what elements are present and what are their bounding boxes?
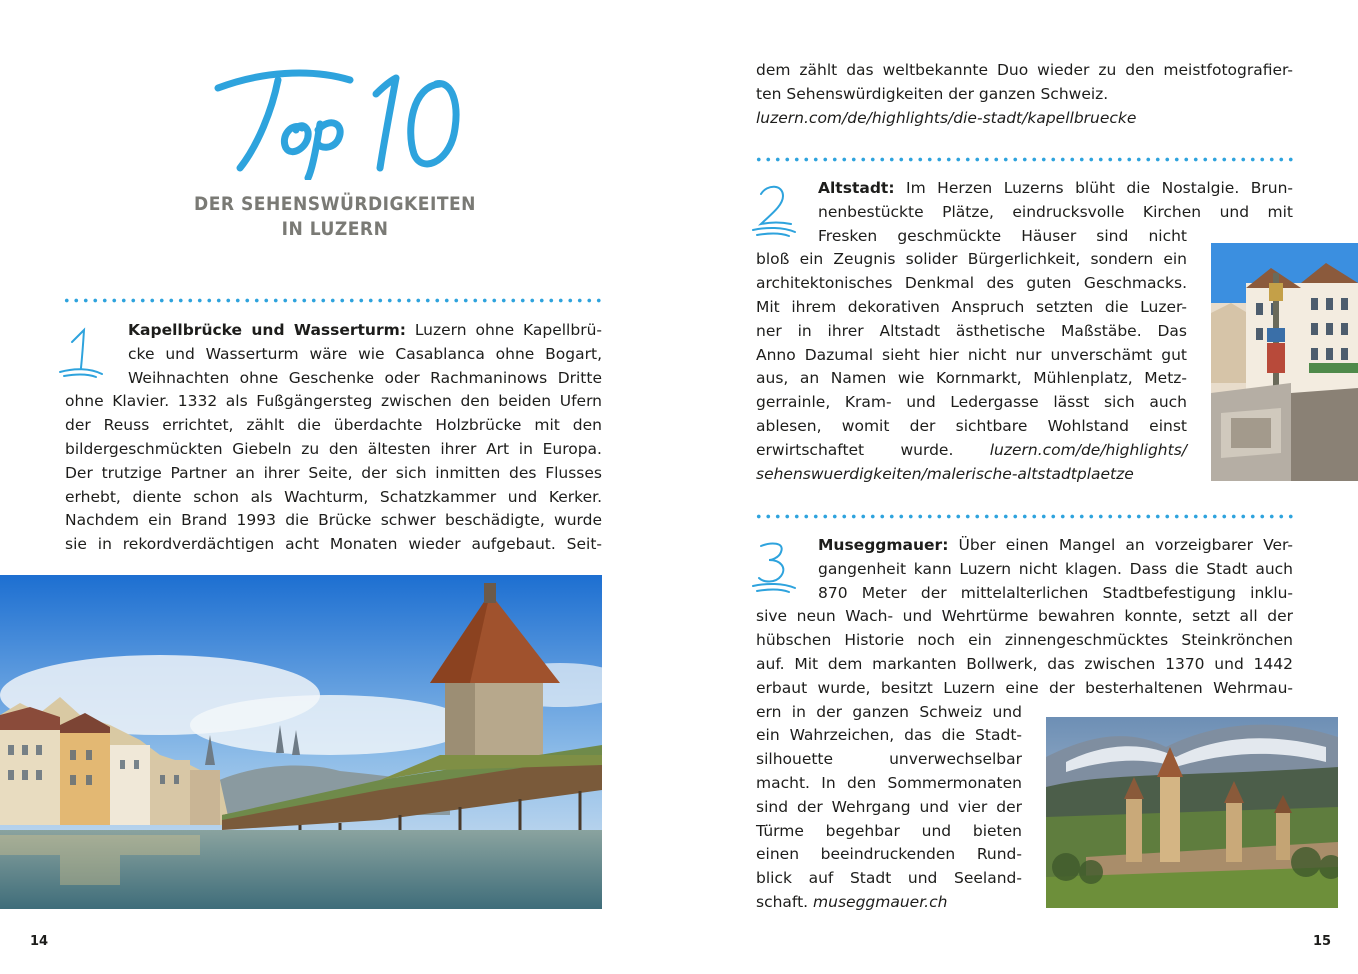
dotted-divider bbox=[754, 514, 1298, 519]
dotted-divider bbox=[754, 157, 1298, 162]
svg-text:3: 3 bbox=[751, 538, 752, 539]
svg-text:2: 2 bbox=[751, 180, 752, 181]
top10-script-heading bbox=[200, 50, 480, 180]
entry2-line: gerrainle, Kram- und Ledergasse lässt sich auch bbox=[756, 393, 1187, 412]
entry1-continued bbox=[756, 59, 1293, 130]
entry3-title: Museggmauer: bbox=[818, 536, 949, 554]
entry2-line: Anno Dazumal sieht hier nicht nur unverschämt gut bbox=[756, 345, 1187, 364]
entry1-line: cke und Wasserturm wäre wie Casablanca ohne Bogart, bbox=[128, 344, 602, 363]
entry1-text bbox=[65, 319, 602, 557]
subtitle bbox=[150, 192, 520, 242]
entry3-link[interactable]: museggmauer.ch bbox=[813, 892, 948, 911]
entry1-cont-line: ten Sehenswürdigkeiten der ganzen Schweiz. bbox=[756, 84, 1109, 103]
entry2-line: Mit ihrem dekorativen Anspruch setzten die Luzer- bbox=[756, 297, 1187, 316]
subtitle-line1: DER SEHENSWÜRDIGKEITEN bbox=[194, 193, 476, 215]
entry1-line: erhebt, diente schon als Wachturm, Schatzkammer und Kerker. bbox=[65, 487, 602, 506]
entry1-title: Kapellbrücke und Wasserturm: bbox=[128, 321, 406, 339]
entry3-line1: Museggmauer: Über einen Mangel an vorzeigbarer Ver- bbox=[818, 536, 1293, 554]
subtitle-line2: IN LUZERN bbox=[281, 218, 389, 240]
svg-text:1: 1 bbox=[56, 322, 57, 323]
right-page bbox=[679, 0, 1358, 974]
entry1-line: der Reuss errichtet, zählt die überdachte Holzbrücke mit den bbox=[65, 416, 602, 435]
entry3-line: erbaut wurde, besitzt Luzern eine der besterhaltenen Wehrmau- bbox=[756, 678, 1293, 697]
entry3-line: Türme begehbar und bieten bbox=[756, 821, 1022, 840]
entry1-line1: Kapellbrücke und Wasserturm: Luzern ohne Kapellbrü- bbox=[128, 321, 602, 339]
dotted-divider bbox=[62, 298, 606, 303]
entry3-line: 870 Meter der mittelalterlichen Stadtbefestigung inklu- bbox=[818, 583, 1293, 602]
entry3-line: macht. In den Sommermonaten bbox=[756, 773, 1022, 792]
entry3-line: ern in der ganzen Schweiz und bbox=[756, 702, 1022, 721]
entry2-line: Fresken geschmückte Häuser sind nicht bbox=[818, 226, 1187, 245]
entry3-line: silhouette unverwechselbar bbox=[756, 750, 1022, 769]
entry2-line: ner in ihrer Altstadt ästhetische Maßstäbe. Das bbox=[756, 321, 1187, 340]
entry1-line: sie in rekordverdächtigen acht Monaten wieder aufgebaut. Seit- bbox=[65, 535, 602, 554]
entry1-cont-line: dem zählt das weltbekannte Duo wieder zu den meistfotografier- bbox=[756, 61, 1293, 79]
entry1-line: bildergeschmückten Giebeln zu den ältesten ihrer Art in Europa. bbox=[65, 439, 602, 458]
museggmauer-photo bbox=[1046, 717, 1338, 908]
entry3-line: sive neun Wach- und Wehrtürme bewahren konnte, setzt all der bbox=[756, 607, 1293, 626]
entry2-line: nenbestückte Plätze, eindrucksvolle Kirchen und mit bbox=[818, 202, 1293, 221]
entry2-line1: Altstadt: Im Herzen Luzerns blüht die Nostalgie. Brun- bbox=[818, 179, 1293, 197]
entry2-line: bloß ein Zeugnis solider Bürgerlichkeit, sondern ein bbox=[756, 250, 1187, 269]
entry2-line: ablesen, womit der sichtbare Wohlstand einst bbox=[756, 416, 1187, 435]
entry1-line: ohne Klavier. 1332 als Fußgängersteg zwischen den beiden Ufern bbox=[65, 392, 602, 411]
entry1-line: Der trutzige Partner an ihrer Seite, der sich inmitten des Flusses bbox=[65, 463, 602, 482]
entry2-title: Altstadt: bbox=[818, 179, 895, 197]
entry3-line: einen beeindruckenden Rund- bbox=[756, 845, 1022, 864]
entry1-link[interactable]: luzern.com/de/highlights/die-stadt/kapellbruecke bbox=[756, 108, 1137, 127]
entry2-line: aus, an Namen wie Kornmarkt, Mühlenplatz, Metz- bbox=[756, 369, 1187, 388]
entry2-link-part1[interactable]: luzern.com/de/highlights/ bbox=[989, 440, 1187, 459]
entry3-line: hübschen Historie noch ein zinnengeschmücktes Steinkrönchen bbox=[756, 631, 1293, 650]
page-number-right: 15 bbox=[1313, 934, 1332, 949]
kapellbruecke-photo bbox=[0, 575, 602, 909]
altstadt-photo bbox=[1211, 243, 1358, 481]
entry2-line: architektonisches Denkmal des guten Geschmacks. bbox=[756, 274, 1187, 293]
entry3-line16: schaft. museggmauer.ch bbox=[756, 892, 948, 911]
entry3-line: sind der Wehrgang und vier der bbox=[756, 797, 1022, 816]
entry2-link-part2[interactable]: sehenswuerdigkeiten/malerische-altstadtplaetze bbox=[756, 464, 1134, 483]
entry1-line: Nachdem ein Brand 1993 die Brücke schwer beschädigte, wurde bbox=[65, 511, 602, 530]
page-number-left: 14 bbox=[30, 934, 49, 949]
entry3-line: blick auf Stadt und Seeland- bbox=[756, 869, 1022, 888]
entry2-line12: erwirtschaftet wurde. luzern.com/de/highlights/ bbox=[756, 440, 1187, 459]
entry3-line: gangenheit kann Luzern nicht klagen. Dass die Stadt auch bbox=[818, 559, 1293, 578]
entry1-line: Weihnachten ohne Geschenke oder Rachmaninows Dritte bbox=[128, 368, 602, 387]
entry3-line: ein Wahrzeichen, das die Stadt- bbox=[756, 726, 1022, 745]
entry3-line: auf. Mit dem markanten Bollwerk, das zwischen 1370 und 1442 bbox=[756, 654, 1293, 673]
